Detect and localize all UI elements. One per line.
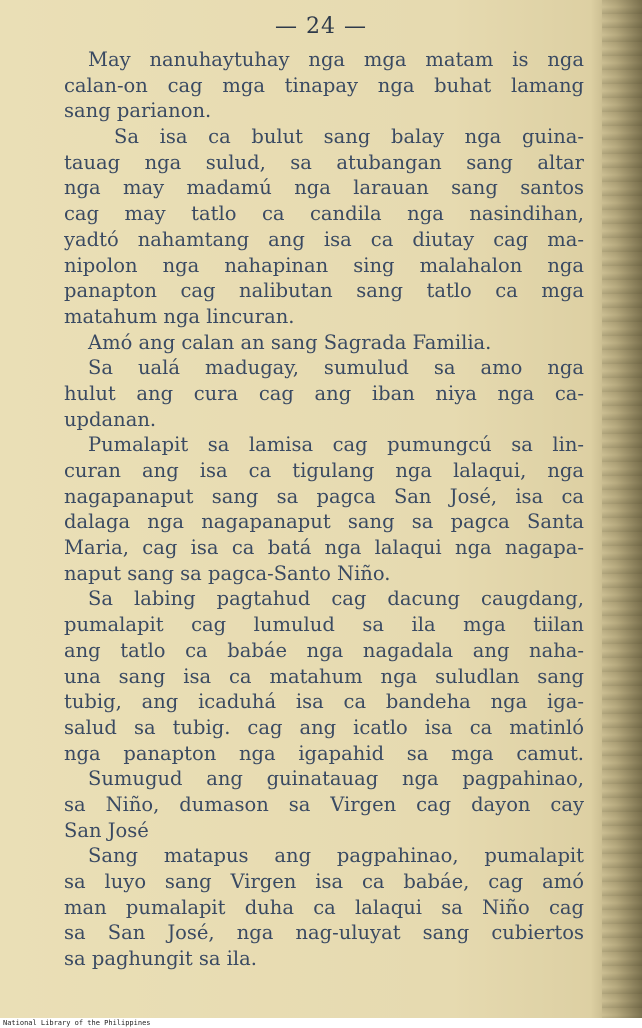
text-line: sang parianon. [64,99,212,123]
text-line: naput sang sa pagca-Santo Niño. [64,561,391,585]
text-line: sa paghungit sa ila. [64,947,257,971]
text-line: Sa isa ca bulut sang balay nga guina- [114,125,584,149]
text-line: matahum nga lincuran. [64,304,295,328]
text-line: ang tatlo ca babáe nga nagadala ang naha- [64,638,584,662]
text-line: hulut ang cura cag ang iban niya nga ca- [64,381,584,405]
text-line: tubig, ang icaduhá isa ca bandeha nga iga- [64,690,584,714]
text-line: pumalapit cag lumulud sa ila mga tiilan [64,613,584,637]
text-line: Sang matapus ang pagpahinao, pumalapit [88,844,584,868]
text-line: Sa ualá madugay, sumulud sa amo nga [88,356,584,380]
text-line: salud sa tubig. cag ang icatlo isa ca matinló [64,715,584,739]
text-line: sa Niño, dumason sa Virgen cag dayon cay [64,792,584,816]
page-number: — 24 — [275,14,367,39]
body-text [64,47,584,972]
text-line: nagapanaput sang sa pagca San José, isa ca [64,484,584,508]
text-line: updanan. [64,407,157,431]
text-line: man pumalapit duha ca lalaqui sa Niño cag [64,895,584,919]
text-line: una sang isa ca matahum nga suludlan sang [64,664,584,688]
text-line: yadtó nahamtang ang isa ca diutay cag ma- [64,227,584,251]
text-line: San José [64,818,149,842]
text-line: sa luyo sang Virgen isa ca babáe, cag amó [64,870,584,893]
text-line: curan ang isa ca tigulang nga lalaqui, nga [64,459,584,482]
text-line: Sumugud ang guinatauag nga pagpahinao, [88,767,584,791]
text-line: tauag nga sulud, sa atubangan sang altar [64,150,584,174]
text-line: Sa labing pagtahud cag dacung caugdang, [88,587,584,611]
text-line: panapton cag nalibutan sang tatlo ca mga [64,279,584,303]
text-line: Pumalapit sa lamisa cag pumungcú sa lin- [88,433,584,457]
text-line: cag may tatlo ca candila nga nasindihan, [64,202,584,226]
text-line: May nanuhaytuhay nga mga matam is nga [88,48,584,71]
text-line: calan-on cag mga tinapay nga buhat lamang [64,73,584,97]
text-line: nga panapton nga igapahid sa mga camut. [64,741,584,765]
footer-credit: National Library of the Philippines [3,1019,151,1027]
text-line: dalaga nga nagapanaput sang sa pagca Santa [64,510,584,534]
text-line: Amó ang calan an sang Sagrada Familia. [88,330,492,354]
text-line: nipolon nga nahapinan sing malahalon nga [64,253,584,277]
text-line: nga may madamú nga larauan sang santos [64,176,584,200]
text-line: sa San José, nga nag-uluyat sang cubiertos [64,921,584,945]
text-line: Maria, cag isa ca batá nga lalaqui nga nagapa- [64,536,584,560]
